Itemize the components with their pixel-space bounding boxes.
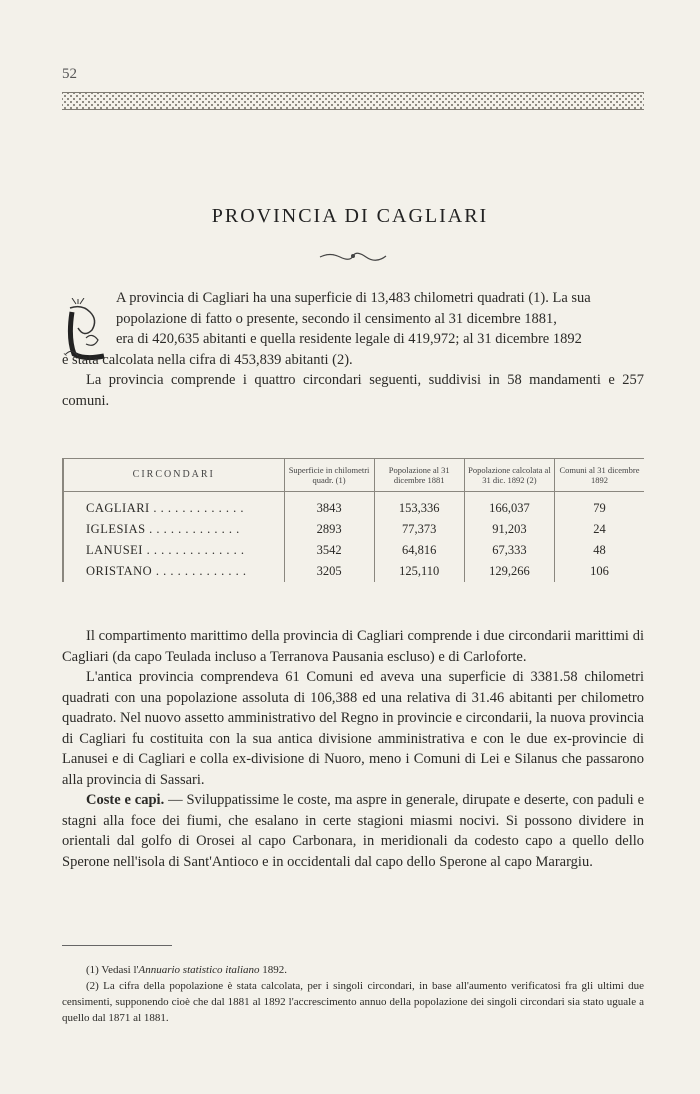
footnote-2: (2) La cifra della popolazione è stata calcolata, per i singoli circondari, in base all'aumento verificatosi fra gli ultimi due censimenti, supponendo cioè che dal 1881 al 1892 l'accrescimento annuo della popolazione dei singoli circondari sia stato uguale a quello dal 1871 al 1881. <box>62 980 644 1024</box>
body-paragraph-2: L'antica provincia comprendeva 61 Comuni ed aveva una superficie di 3381.58 chilometri quadrati con una popolazione assoluta di 106,388 ed una relativa di 31.46 abitanti per chilometro quadrato. Nel nuovo assetto amministrativo del Regno in provincie e circondarii, la nuova provincia di Cagliari fu costituita con la sua antica divisione amministrativa e con le due ex-provincie di Lanusei e di Cagliari e colla ex-divisione di Nuoro, meno i Comuni di Lei e Silanus che passarono alla provincia di Sassari. <box>62 669 644 788</box>
circondari-table <box>62 458 644 582</box>
row-pop-1892: 67,333 <box>464 540 554 561</box>
body-paragraph-3 <box>62 790 644 872</box>
table-row <box>63 540 644 561</box>
row-superficie: 2893 <box>284 519 374 540</box>
ornament-band <box>62 92 644 110</box>
row-comuni: 106 <box>555 561 644 582</box>
page-title: PROVINCIA DI CAGLIARI <box>211 205 489 227</box>
intro-line-2: popolazione di fatto o presente, secondo il censimento al 31 dicembre 1881, <box>116 310 557 327</box>
header-circondari: CIRCONDARI <box>63 459 284 492</box>
row-pop-1881: 125,110 <box>374 561 464 582</box>
intro-line-3: era di 420,635 abitanti e quella residente legale di 419,972; al 31 dicembre 1892 <box>116 331 582 347</box>
page-number: 52 <box>62 66 77 82</box>
coste-capi-text: — Sviluppatissime le coste, ma aspre in generale, dirupate e deserte, con paduli e stagni alla foce dei fiumi, che esalano in certe stagioni miasmi nocivi. Si possono dividere in orientali dal golfo di Orosei al capo Carbonara, in meridionali da codesto capo a quello dello Sperone nell'isola di Sant'Antioco e in occidentali dal capo dello Sperone al capo Marargiu. <box>62 792 645 870</box>
body-paragraph-1: Il compartimento marittimo della provincia di Cagliari comprende i due circondarii marittimi di Cagliari (da capo Teulada incluso a Terranova Pausania escluso) e di Carloforte. <box>62 628 644 665</box>
footnotes <box>62 962 644 1026</box>
table-row <box>63 519 644 540</box>
intro-paragraph-2: La provincia comprende i quattro circondari seguenti, suddivisi in 58 mandamenti e 257 comuni. <box>62 372 644 409</box>
row-pop-1881: 77,373 <box>374 519 464 540</box>
footnote-1-prefix: (1) Vedasi l' <box>86 964 139 976</box>
row-pop-1881: 153,336 <box>374 492 464 520</box>
row-name: LANUSEI . . . . . . . . . . . . . . <box>63 540 284 561</box>
header-pop-1892: Popolazione calcolata al 31 dic. 1892 (2) <box>464 459 554 492</box>
intro-line-1: A provincia di Cagliari ha una superficie di 13,483 chilometri quadrati (1). La sua <box>116 290 591 306</box>
intro-lines <box>62 288 644 329</box>
intro-line-4: è stata calcolata nella cifra di 453,839 abitanti (2). <box>62 351 353 368</box>
footnote-1 <box>62 962 644 978</box>
row-pop-1892: 91,203 <box>464 519 554 540</box>
coste-capi-heading: Coste e capi. <box>86 792 165 808</box>
flourish-ornament <box>318 250 388 262</box>
footnote-1-title: Annuario statistico italiano <box>138 964 260 976</box>
row-superficie: 3542 <box>284 540 374 561</box>
row-name: CAGLIARI . . . . . . . . . . . . . <box>63 492 284 520</box>
body-text <box>62 626 644 872</box>
row-pop-1881: 64,816 <box>374 540 464 561</box>
table-row <box>63 561 644 582</box>
header-comuni: Comuni al 31 dicembre 1892 <box>555 459 644 492</box>
row-name: IGLESIAS . . . . . . . . . . . . . <box>63 519 284 540</box>
footnote-divider <box>62 945 172 946</box>
row-comuni: 79 <box>555 492 644 520</box>
footnote-1-suffix: 1892. <box>259 964 288 976</box>
row-superficie: 3205 <box>284 561 374 582</box>
row-name: ORISTANO . . . . . . . . . . . . . <box>63 561 284 582</box>
table-row <box>63 492 644 520</box>
row-pop-1892: 129,266 <box>464 561 554 582</box>
row-comuni: 48 <box>555 540 644 561</box>
row-comuni: 24 <box>555 519 644 540</box>
header-superficie: Superficie in chilometri quadr. (1) <box>284 459 374 492</box>
row-pop-1892: 166,037 <box>464 492 554 520</box>
row-superficie: 3843 <box>284 492 374 520</box>
header-pop-1881: Popolazione al 31 dicembre 1881 <box>374 459 464 492</box>
